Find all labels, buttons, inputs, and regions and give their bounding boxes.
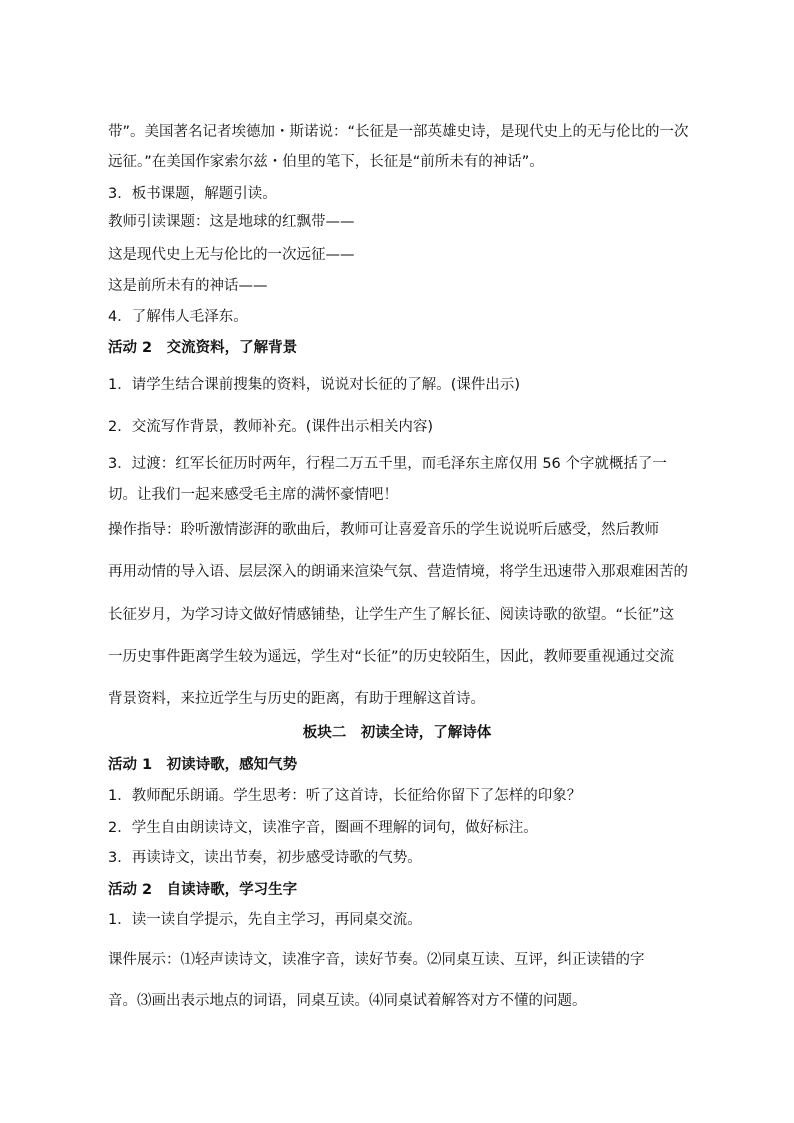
operation-guide-line-5: 背景资料，来拉近学生与历史的距离，有助于理解这首诗。 — [108, 691, 485, 707]
section-2-item-1: 1．教师配乐朗诵。学生思考：听了这首诗，长征给你留下了怎样的印象？ — [108, 788, 582, 804]
courseware-display-line-1: 课件展示：⑴轻声读诗文，读准字音，读好节奏。⑵同桌互读、互评，纠正读错的字 — [108, 952, 645, 968]
guided-reading-line-2: 这是现代史上无与伦比的一次远征—— — [108, 247, 355, 263]
teacher-guided-reading: 教师引读课题：这是地球的红飘带—— — [108, 214, 355, 230]
activity-2-item-3-line-2: 切。让我们一起来感受毛主席的满怀豪情吧！ — [108, 487, 398, 503]
section-2-item-4: 1．读一读自学提示，先自主学习，再同桌交流。 — [108, 912, 422, 928]
step-3-heading: 3．板书课题，解题引读。 — [108, 186, 277, 202]
activity-2-heading: 活动 2 交流资料，了解背景 — [108, 340, 298, 356]
operation-guide-line-3: 长征岁月，为学习诗文做好情感铺垫，让学生产生了解长征、阅读诗歌的欲望。“长征”这 — [108, 607, 675, 623]
operation-guide-line-1: 操作指导：聆听激情澎湃的歌曲后，教师可让喜爱音乐的学生说说听后感受，然后教师 — [108, 522, 659, 538]
guided-reading-line-3: 这是前所未有的神话—— — [108, 278, 268, 294]
section-2-activity-1-heading: 活动 1 初读诗歌，感知气势 — [108, 757, 298, 773]
paragraph-1-line-2: 远征。”在美国作家索尔兹・伯里的笔下，长征是“前所未有的神话”。 — [108, 154, 544, 170]
paragraph-1-line-1: 带”。美国著名记者埃德加・斯诺说：“长征是一部英雄史诗，是现代史上的无与伦比的一次 — [108, 124, 689, 140]
section-2-activity-2-heading: 活动 2 自读诗歌，学习生字 — [108, 882, 298, 898]
activity-2-item-2: 2．交流写作背景，教师补充。(课件出示相关内容) — [108, 419, 434, 435]
section-2-item-3: 3．再读诗文，读出节奏，初步感受诗歌的气势。 — [108, 850, 422, 866]
operation-guide-line-2: 再用动情的导入语、层层深入的朗诵来渲染气氛、营造情境，将学生迅速带入那艰难困苦的 — [108, 564, 688, 580]
courseware-display-line-2: 音。⑶画出表示地点的词语，同桌互读。⑷同桌试着解答对方不懂的问题。 — [108, 993, 587, 1009]
activity-2-item-3-line-1: 3．过渡：红军长征历时两年，行程二万五千里，而毛泽东主席仅用 56 个字就概括了一 — [108, 456, 667, 472]
section-2-item-2: 2．学生自由朗读诗文，读准字音，圈画不理解的词句，做好标注。 — [108, 820, 538, 836]
section-2-title: 板块二 初读全诗，了解诗体 — [302, 725, 492, 741]
operation-guide-line-4: 一历史事件距离学生较为遥远，学生对“长征”的历史较陌生，因此，教师要重视通过交流 — [108, 649, 675, 665]
step-4-heading: 4．了解伟人毛泽东。 — [108, 309, 248, 325]
activity-2-item-1: 1．请学生结合课前搜集的资料，说说对长征的了解。(课件出示) — [108, 377, 521, 393]
